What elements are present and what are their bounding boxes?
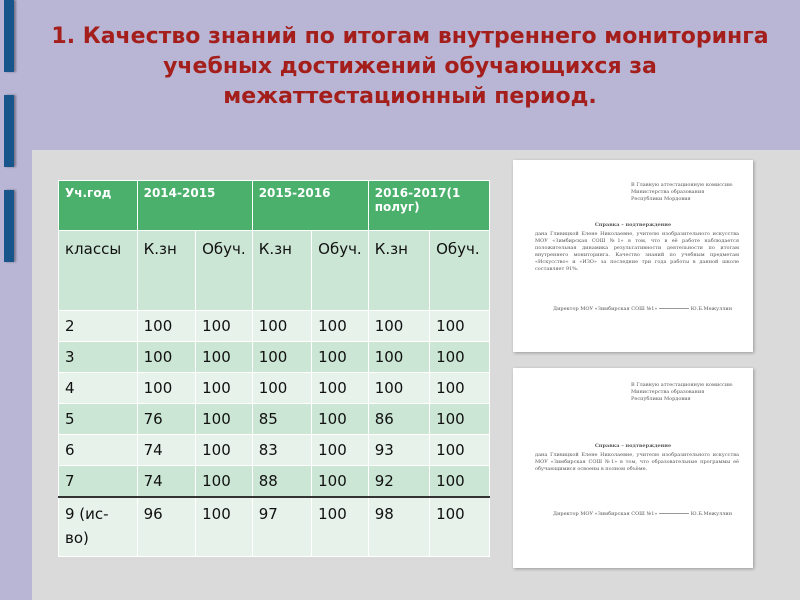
- cell: 6: [59, 435, 138, 466]
- cell: 97: [252, 497, 311, 557]
- cell: 76: [137, 404, 196, 435]
- doc-body: дана Гливицкой Елене Николаевне, учителю изобразительного искусства МОУ «Зимбирская СОШ №1» в том, что в её работе наблюдается положительная динамика результативности деятельности по итогам внутреннего мониторинга. Качество знаний по учебным предметам «Искусство» и «ИЗО» за последние три года работы в данной школе составляет 91%.: [535, 231, 739, 272]
- subheader-cell: Обуч.: [430, 231, 490, 311]
- header-cell: 2015-2016: [252, 181, 368, 231]
- cell: 100: [430, 466, 490, 498]
- cell: 100: [196, 435, 253, 466]
- cell: 100: [196, 404, 253, 435]
- cell: 100: [312, 311, 369, 342]
- cell: 86: [368, 404, 429, 435]
- table-row: [59, 311, 490, 342]
- side-tab: [4, 0, 14, 72]
- doc-signature-line: Директор МОУ «Зимбирская СОШ №1» Ю.Б.Межуллин: [553, 511, 733, 517]
- header-cell: Уч.год: [59, 181, 138, 231]
- cell: 100: [196, 311, 253, 342]
- cell: 100: [196, 373, 253, 404]
- subheader-cell: Обуч.: [312, 231, 369, 311]
- cell: 83: [252, 435, 311, 466]
- cell: 100: [430, 311, 490, 342]
- table-row: [59, 466, 490, 498]
- header-cell: 2014-2015: [137, 181, 252, 231]
- cell: 100: [312, 497, 369, 557]
- table-row: [59, 497, 490, 557]
- header-cell: 2016-2017(1 полуг): [368, 181, 489, 231]
- cell: 100: [430, 497, 490, 557]
- cell: 100: [196, 466, 253, 498]
- cell: 100: [137, 373, 196, 404]
- cell: 100: [368, 342, 429, 373]
- slide-title: 1. Качество знаний по итогам внутреннего мониторинга учебных достижений обучающихся за межаттестационный период.: [51, 24, 769, 109]
- side-tab: [4, 95, 14, 167]
- doc-heading: Справка – подтверждение: [594, 222, 672, 228]
- cell: 74: [137, 435, 196, 466]
- certificate-document-image: [513, 368, 753, 568]
- cell: 100: [252, 342, 311, 373]
- doc-signature-line: Директор МОУ «Зимбирская СОШ №1» Ю.Б.Межуллин: [553, 306, 733, 312]
- table-row: [59, 342, 490, 373]
- cell: 5: [59, 404, 138, 435]
- cell: 2: [59, 311, 138, 342]
- doc-addressee: В Главную аттестационную комиссию Министерства образования Республики Мордовия: [631, 182, 733, 202]
- side-tab: [4, 190, 14, 262]
- results-table: [58, 180, 490, 557]
- cell: 100: [137, 342, 196, 373]
- table-row: [59, 373, 490, 404]
- cell: 9 (ис-во): [59, 497, 138, 557]
- cell: 100: [137, 311, 196, 342]
- cell: 100: [196, 342, 253, 373]
- certificate-document-image: [513, 160, 753, 352]
- doc-body: дана Гливицкой Елене Николаевне, учителю изобразительного искусства МОУ «Зимбирская СОШ №1» в том, что образовательные программы её обучающимися освоены в полном объёме.: [535, 452, 739, 472]
- subheader-cell: классы: [59, 231, 138, 311]
- doc-addressee: В Главную аттестационную комиссию Министерства образования Республики Мордовия: [631, 382, 733, 402]
- subheader-cell: Обуч.: [196, 231, 253, 311]
- cell: 93: [368, 435, 429, 466]
- cell: 96: [137, 497, 196, 557]
- cell: 100: [312, 435, 369, 466]
- cell: 7: [59, 466, 138, 498]
- cell: 92: [368, 466, 429, 498]
- cell: 88: [252, 466, 311, 498]
- cell: 100: [252, 311, 311, 342]
- cell: 4: [59, 373, 138, 404]
- cell: 100: [430, 342, 490, 373]
- cell: 100: [252, 373, 311, 404]
- cell: 98: [368, 497, 429, 557]
- table-header-row: [59, 181, 490, 231]
- cell: 100: [430, 435, 490, 466]
- cell: 100: [368, 373, 429, 404]
- cell: 85: [252, 404, 311, 435]
- cell: 100: [368, 311, 429, 342]
- table-row: [59, 435, 490, 466]
- cell: 100: [312, 466, 369, 498]
- cell: 74: [137, 466, 196, 498]
- table-subheader-row: [59, 231, 490, 311]
- cell: 100: [196, 497, 253, 557]
- subheader-cell: К.зн: [252, 231, 311, 311]
- cell: 100: [430, 404, 490, 435]
- cell: 3: [59, 342, 138, 373]
- table-row: [59, 404, 490, 435]
- cell: 100: [312, 404, 369, 435]
- subheader-cell: К.зн: [368, 231, 429, 311]
- cell: 100: [312, 373, 369, 404]
- subheader-cell: К.зн: [137, 231, 196, 311]
- cell: 100: [312, 342, 369, 373]
- doc-heading: Справка – подтверждение: [594, 443, 672, 449]
- cell: 100: [430, 373, 490, 404]
